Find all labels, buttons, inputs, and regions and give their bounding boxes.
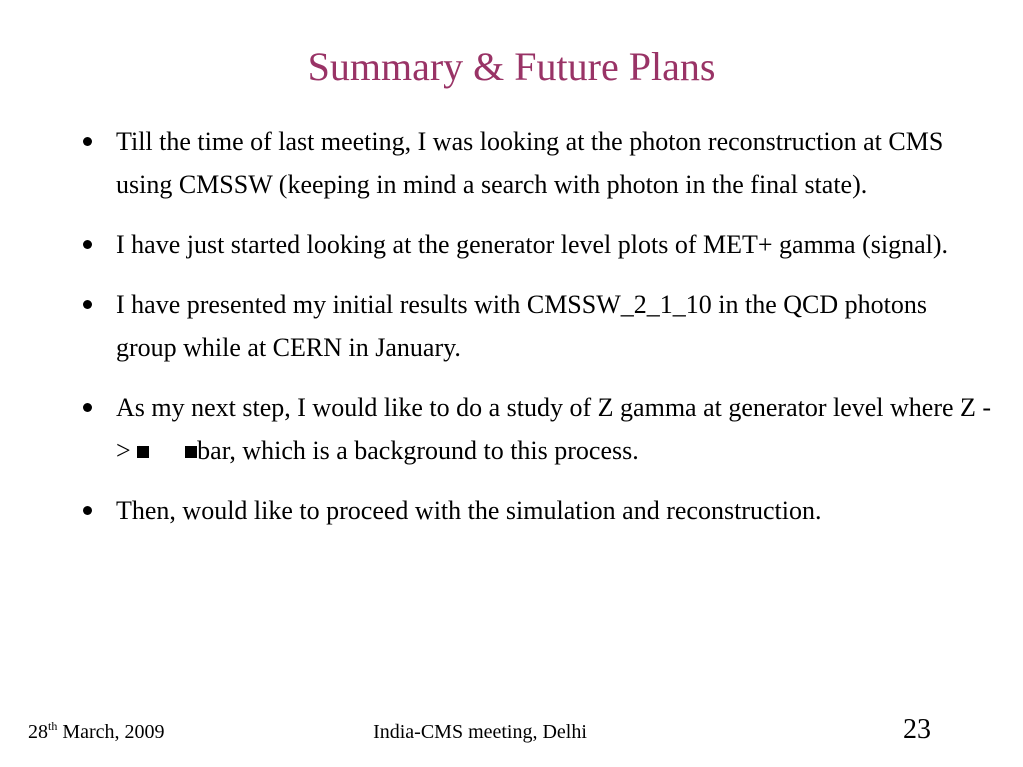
footer-meeting: India-CMS meeting, Delhi <box>373 721 587 743</box>
bullet-list <box>82 120 992 549</box>
bullet-dot-icon <box>83 137 92 146</box>
bullet-text: I have presented my initial results with CMSSW_2_1_10 in the QCD photons group while at CERN in January. <box>116 290 927 362</box>
bullet-text: I have just started looking at the generator level plots of MET+ gamma (signal). <box>116 230 948 259</box>
bullet-dot-icon <box>83 403 92 412</box>
missing-glyph-square-icon <box>137 446 149 458</box>
bullet-dot-icon <box>83 506 92 515</box>
bullet-item <box>82 120 992 206</box>
page-number: 23 <box>903 714 931 745</box>
bullet-text: Till the time of last meeting, I was looking at the photon reconstruction at CMS using CMSSW (keeping in mind a search with photon in the final state). <box>116 127 944 199</box>
slide-title: Summary & Future Plans <box>307 44 716 89</box>
bullet-text-start: As my next step, I would like to do a study of Z gamma at generator level where Z -> <box>116 393 992 465</box>
bullet-item <box>82 386 992 472</box>
bullet-dot-icon <box>83 240 92 249</box>
bullet-dot-icon <box>83 300 92 309</box>
bullet-item <box>82 489 992 532</box>
bullet-item <box>82 283 992 369</box>
missing-glyph-square-icon <box>185 446 197 458</box>
footer-date-suffix: th <box>48 719 58 733</box>
bullet-item <box>82 223 992 266</box>
bullet-text: Then, would like to proceed with the simulation and reconstruction. <box>116 496 822 525</box>
bullet-text-end: bar, which is a background to this process. <box>197 436 639 465</box>
footer-date-day: 28 <box>28 721 48 743</box>
footer-date-rest: March, 2009 <box>57 721 165 743</box>
